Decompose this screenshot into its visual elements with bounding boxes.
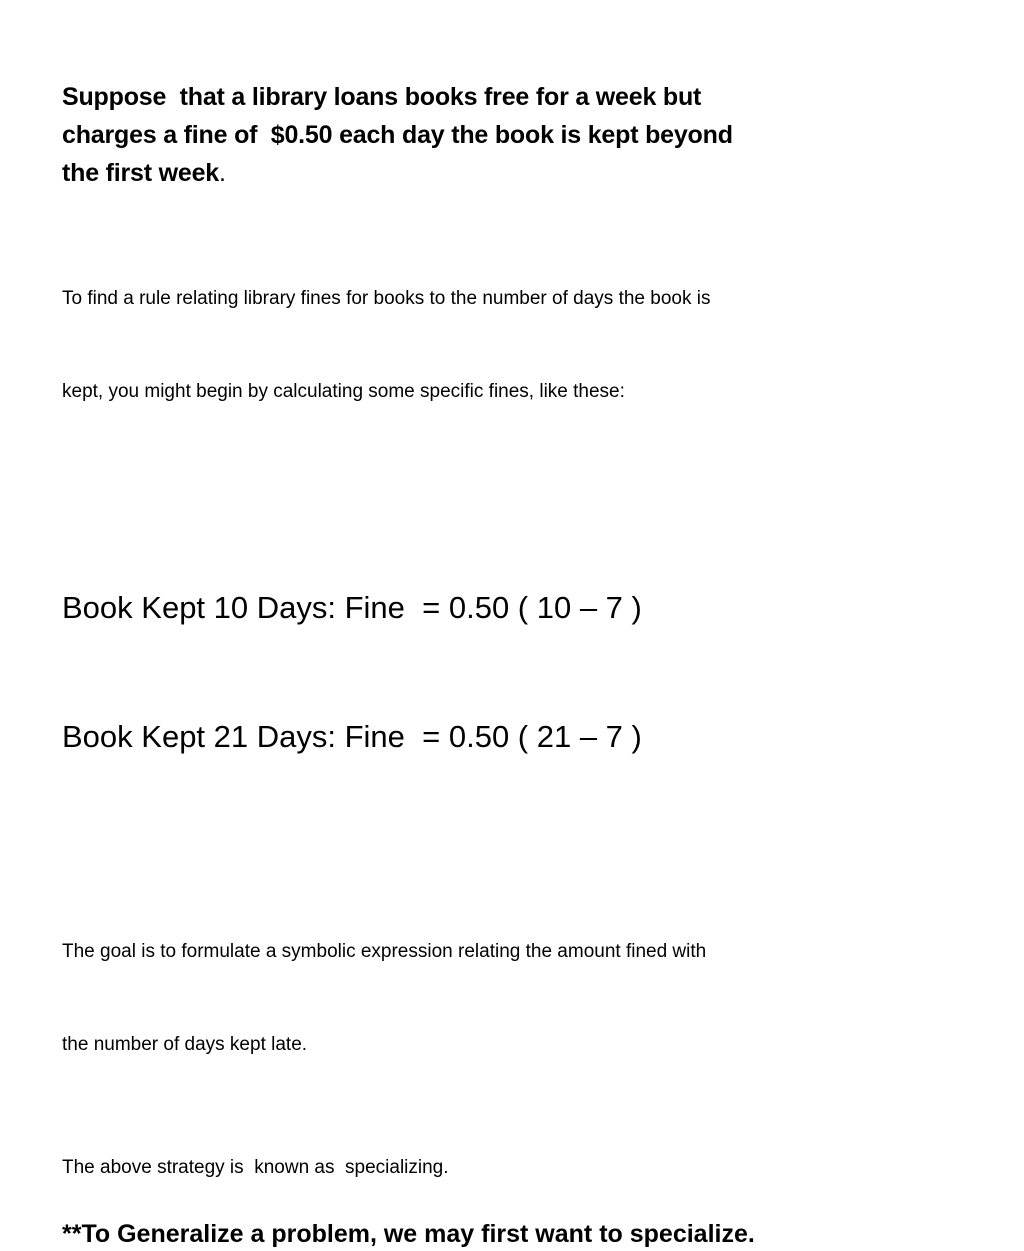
paragraph-1-line-2: kept, you might begin by calculating some specific fines, like these:: [62, 381, 625, 402]
intro-statement: [62, 78, 922, 192]
paragraph-strategy: The above strategy is known as specializing.: [62, 1157, 449, 1178]
intro-line-3-bold: the first week: [62, 159, 219, 187]
example-calculations: [62, 500, 922, 844]
paragraph-goal: [62, 874, 922, 1122]
paragraph-1-line-1: To find a rule relating library fines for books to the number of days the book is: [62, 288, 711, 309]
intro-line-3: [62, 154, 922, 192]
intro-line-1: Suppose that a library loans books free for a week but: [62, 83, 702, 111]
paragraph-specific-fines: [62, 221, 922, 469]
intro-line-2: charges a fine of $0.50 each day the book is kept beyond: [62, 121, 733, 149]
paragraph-2-line-2: the number of days kept late.: [62, 1034, 308, 1055]
paragraph-2-line-1: The goal is to formulate a symbolic expression relating the amount fined with: [62, 941, 707, 962]
example-10-days: Book Kept 10 Days: Fine = 0.50 ( 10 – 7 ): [62, 590, 642, 625]
intro-line-3-period: .: [218, 159, 226, 187]
closing-statement: **To Generalize a problem, we may first want to specialize.: [62, 1220, 755, 1248]
example-21-days: Book Kept 21 Days: Fine = 0.50 ( 21 – 7 ): [62, 719, 642, 754]
slide-content: [62, 78, 922, 1251]
